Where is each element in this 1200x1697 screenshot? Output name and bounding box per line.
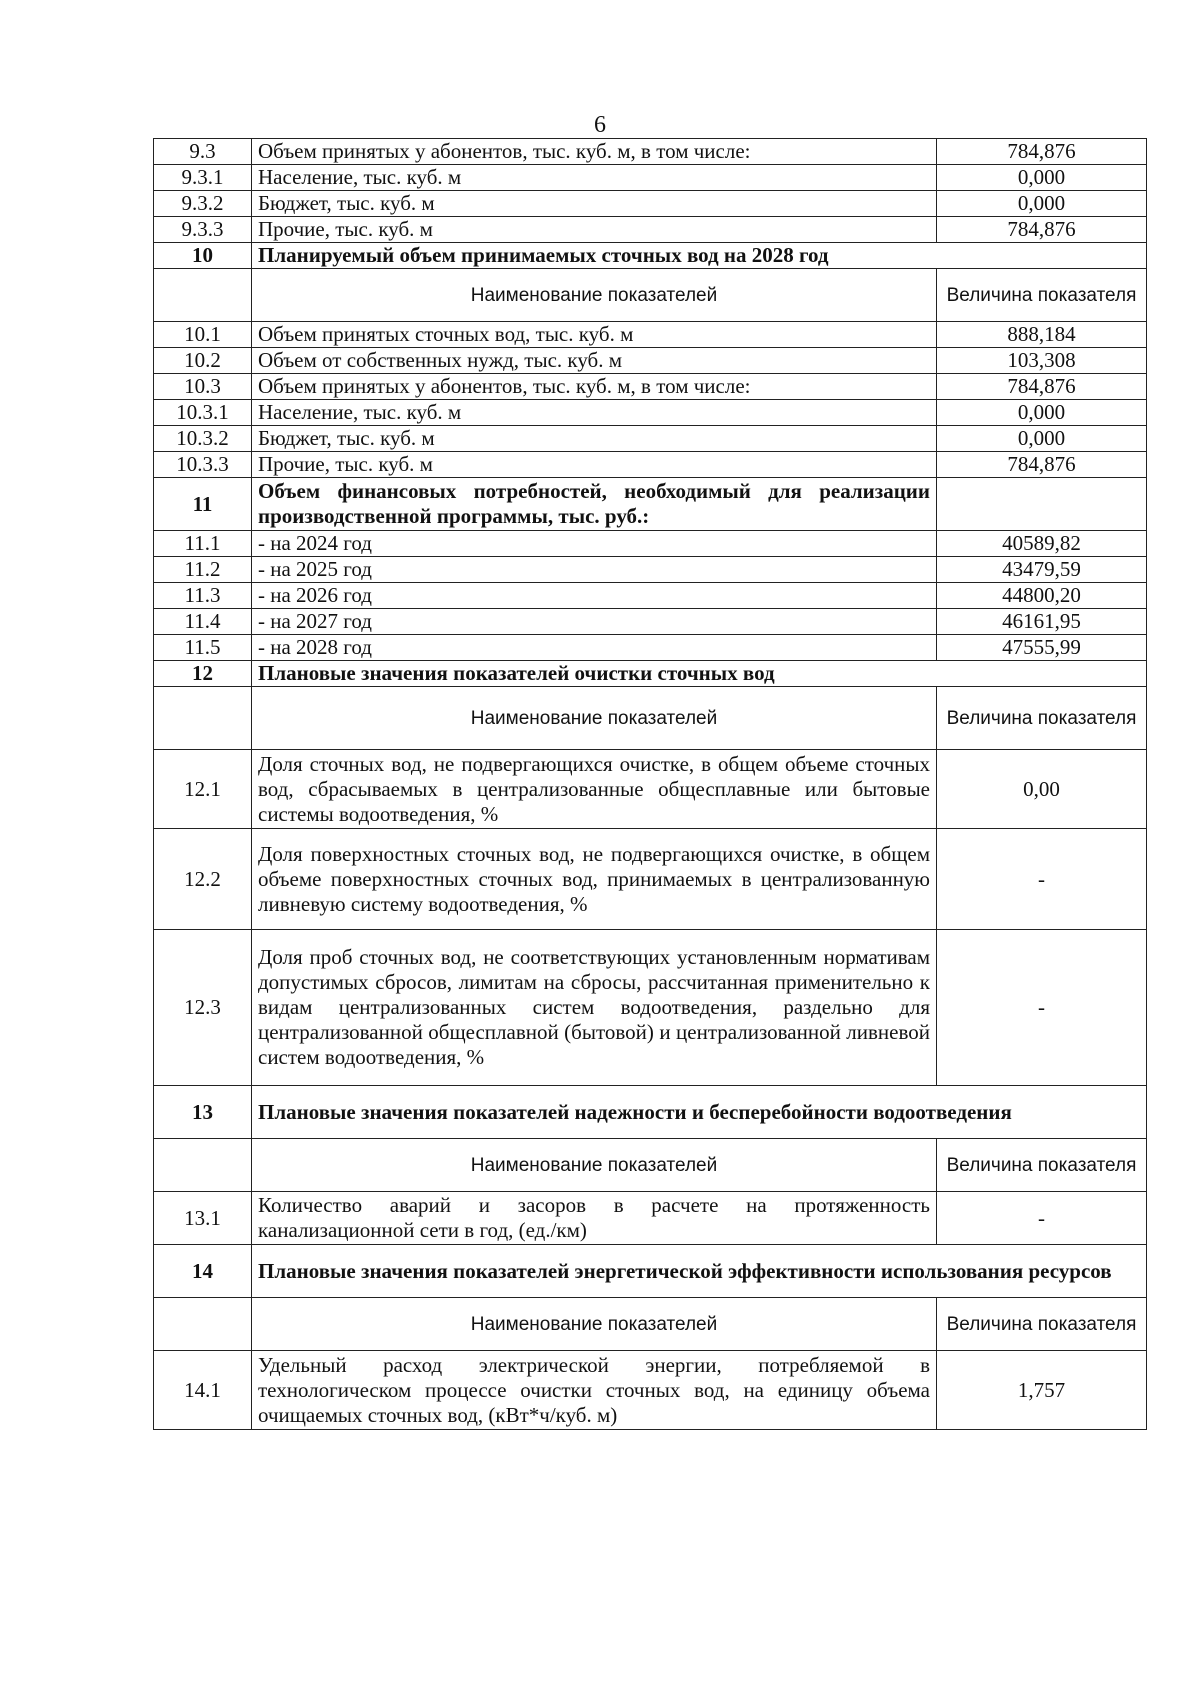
indicator-name: Доля проб сточных вод, не соответствующих установленным нормативам допустимых сбросов, лимитам на сбросы, рассчитанная применительно к видам централизованных систем водоотведения, раздельно для централизованной общесплавной (бытовой) и централизованной ливневой систем водоотведения, % (252, 930, 937, 1086)
table-row (154, 191, 1147, 217)
indicator-name: Население, тыс. куб. м (252, 400, 937, 426)
section-number: 12 (154, 661, 252, 687)
indicator-value: 784,876 (937, 217, 1147, 243)
table-row (154, 930, 1147, 1086)
indicator-value: 0,000 (937, 191, 1147, 217)
section-row (154, 243, 1147, 269)
page-number: 6 (594, 112, 606, 138)
row-number: 10.3.2 (154, 426, 252, 452)
table-row (154, 635, 1147, 661)
indicator-name: - на 2027 год (252, 609, 937, 635)
header-value: Величина показателя (937, 1139, 1147, 1192)
row-number: 9.3 (154, 139, 252, 165)
header-name: Наименование показателей (252, 1298, 937, 1351)
row-number: 10.3.1 (154, 400, 252, 426)
section-title: Объем финансовых потребностей, необходимый для реализации производственной программы, тыс. руб.: (252, 478, 937, 531)
indicator-value: - (937, 829, 1147, 930)
section-row (154, 1245, 1147, 1298)
indicator-name: Население, тыс. куб. м (252, 165, 937, 191)
section-row (154, 661, 1147, 687)
indicator-name: Бюджет, тыс. куб. м (252, 426, 937, 452)
table-row (154, 165, 1147, 191)
section-number: 10 (154, 243, 252, 269)
row-number: 11.1 (154, 531, 252, 557)
indicator-value: 784,876 (937, 139, 1147, 165)
section-title: Плановые значения показателей очистки сточных вод (252, 661, 1147, 687)
section-title: Плановые значения показателей надежности и бесперебойности водоотведения (252, 1086, 1147, 1139)
row-number: 10.3.3 (154, 452, 252, 478)
indicator-value: 103,308 (937, 348, 1147, 374)
header-empty (154, 1298, 252, 1351)
indicator-value: 46161,95 (937, 609, 1147, 635)
header-empty (154, 1139, 252, 1192)
indicator-value: 0,000 (937, 165, 1147, 191)
indicator-value: - (937, 1192, 1147, 1245)
section-title: Планируемый объем принимаемых сточных вод на 2028 год (252, 243, 1147, 269)
row-number: 11.4 (154, 609, 252, 635)
table-row (154, 139, 1147, 165)
indicator-name: Количество аварий и засоров в расчете на протяженность канализационной сети в год, (ед./км) (252, 1192, 937, 1245)
indicator-value: 784,876 (937, 374, 1147, 400)
section-number: 14 (154, 1245, 252, 1298)
header-value: Величина показателя (937, 269, 1147, 322)
indicator-value: 0,000 (937, 426, 1147, 452)
indicator-value: 1,757 (937, 1351, 1147, 1430)
table-row (154, 348, 1147, 374)
indicator-name: Объем принятых у абонентов, тыс. куб. м, в том числе: (252, 139, 937, 165)
row-number: 10.2 (154, 348, 252, 374)
table-row (154, 1351, 1147, 1430)
section-title: Плановые значения показателей энергетической эффективности использования ресурсов (252, 1245, 1147, 1298)
table-row (154, 583, 1147, 609)
indicator-name: Доля поверхностных сточных вод, не подвергающихся очистке, в общем объеме поверхностных сточных вод, принимаемых в централизованную ливневую систему водоотведения, % (252, 829, 937, 930)
table-row (154, 217, 1147, 243)
table-row (154, 531, 1147, 557)
row-number: 9.3.3 (154, 217, 252, 243)
section-value-empty (937, 478, 1147, 531)
indicator-name: - на 2028 год (252, 635, 937, 661)
indicator-name: Удельный расход электрической энергии, потребляемой в технологическом процессе очистки сточных вод, на единицу объема очищаемых сточных вод, (кВт*ч/куб. м) (252, 1351, 937, 1430)
header-name: Наименование показателей (252, 269, 937, 322)
section-row (154, 478, 1147, 531)
indicator-name: Доля сточных вод, не подвергающихся очистке, в общем объеме сточных вод, сбрасываемых в централизованные общесплавные или бытовые системы водоотведения, % (252, 750, 937, 829)
row-number: 14.1 (154, 1351, 252, 1430)
indicator-name: Бюджет, тыс. куб. м (252, 191, 937, 217)
indicator-value: 47555,99 (937, 635, 1147, 661)
row-number: 11.2 (154, 557, 252, 583)
indicator-value: 0,000 (937, 400, 1147, 426)
row-number: 10.3 (154, 374, 252, 400)
row-number: 12.2 (154, 829, 252, 930)
indicators-table (153, 138, 1147, 1430)
table-row (154, 374, 1147, 400)
indicator-value: - (937, 930, 1147, 1086)
indicator-name: - на 2026 год (252, 583, 937, 609)
header-row (154, 269, 1147, 322)
table-row (154, 1192, 1147, 1245)
indicator-value: 888,184 (937, 322, 1147, 348)
indicator-name: - на 2025 год (252, 557, 937, 583)
indicator-name: Прочие, тыс. куб. м (252, 217, 937, 243)
row-number: 12.1 (154, 750, 252, 829)
row-number: 10.1 (154, 322, 252, 348)
header-name: Наименование показателей (252, 687, 937, 750)
table-row (154, 829, 1147, 930)
header-row (154, 1298, 1147, 1351)
indicator-name: Объем от собственных нужд, тыс. куб. м (252, 348, 937, 374)
header-name: Наименование показателей (252, 1139, 937, 1192)
indicator-value: 0,00 (937, 750, 1147, 829)
section-row (154, 1086, 1147, 1139)
row-number: 13.1 (154, 1192, 252, 1245)
row-number: 9.3.2 (154, 191, 252, 217)
indicator-name: - на 2024 год (252, 531, 937, 557)
header-empty (154, 687, 252, 750)
table-row (154, 426, 1147, 452)
row-number: 11.3 (154, 583, 252, 609)
table-row (154, 557, 1147, 583)
indicator-value: 40589,82 (937, 531, 1147, 557)
table-row (154, 452, 1147, 478)
table-row (154, 609, 1147, 635)
row-number: 11.5 (154, 635, 252, 661)
header-row (154, 687, 1147, 750)
indicator-name: Прочие, тыс. куб. м (252, 452, 937, 478)
indicator-name: Объем принятых у абонентов, тыс. куб. м, в том числе: (252, 374, 937, 400)
table-row (154, 750, 1147, 829)
section-number: 13 (154, 1086, 252, 1139)
header-row (154, 1139, 1147, 1192)
row-number: 9.3.1 (154, 165, 252, 191)
indicator-value: 44800,20 (937, 583, 1147, 609)
indicator-value: 784,876 (937, 452, 1147, 478)
header-value: Величина показателя (937, 687, 1147, 750)
header-value: Величина показателя (937, 1298, 1147, 1351)
table-row (154, 400, 1147, 426)
indicator-name: Объем принятых сточных вод, тыс. куб. м (252, 322, 937, 348)
section-number: 11 (154, 478, 252, 531)
row-number: 12.3 (154, 930, 252, 1086)
table-row (154, 322, 1147, 348)
header-empty (154, 269, 252, 322)
indicator-value: 43479,59 (937, 557, 1147, 583)
